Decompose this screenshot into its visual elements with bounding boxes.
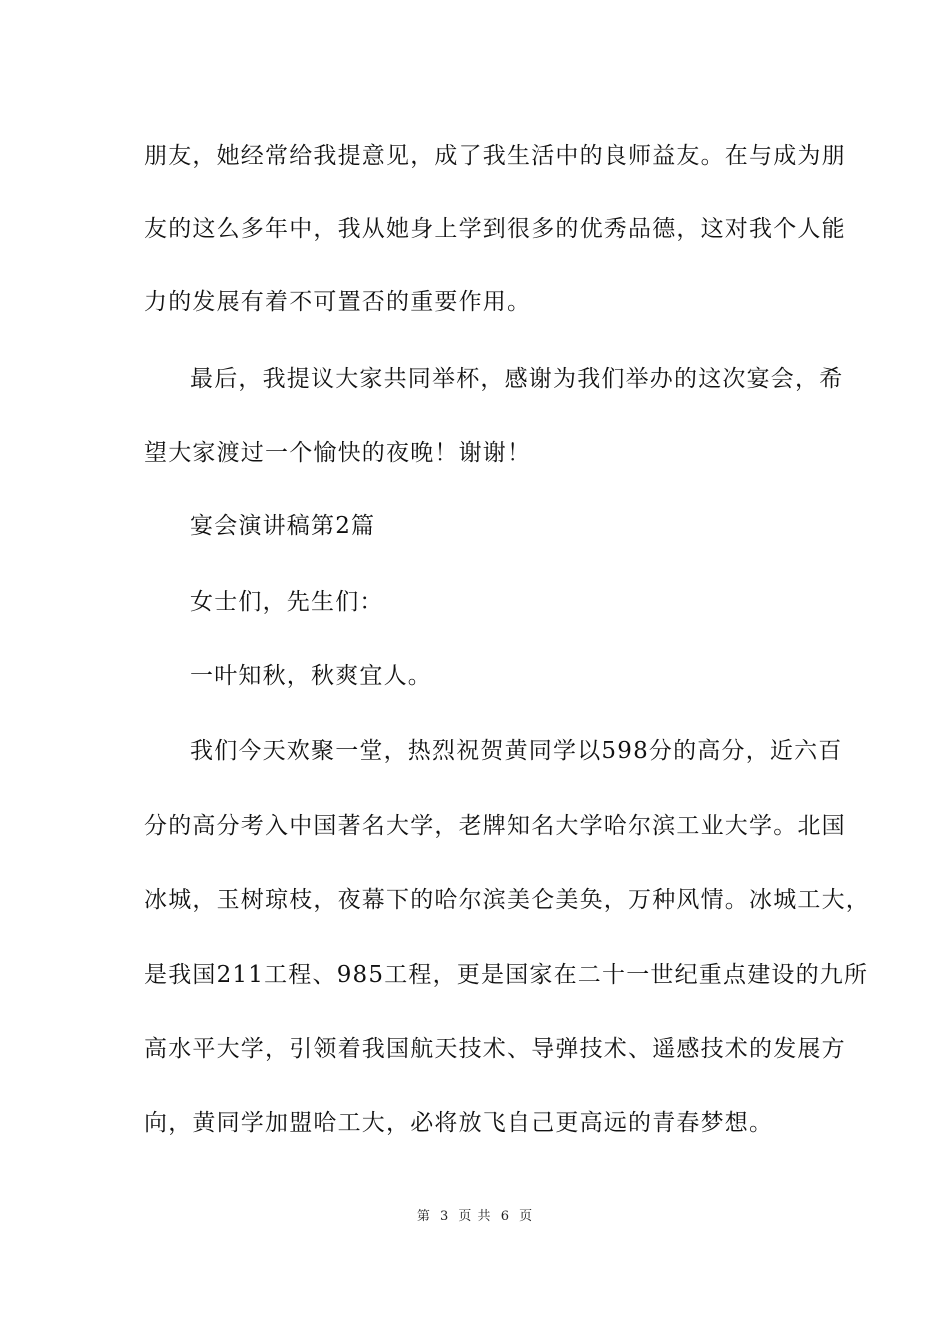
footer-prefix: 第 <box>416 1209 431 1224</box>
footer-suffix: 页 <box>519 1209 534 1224</box>
paragraph-3-line-3: 冰城，玉树琼枝，夜幕下的哈尔滨美仑美奂，万种风情。冰城工大， <box>144 887 870 913</box>
paragraph-1-line-3: 力的发展有着不可置否的重要作用。 <box>144 289 532 315</box>
paragraph-3-line-6: 向，黄同学加盟哈工大，必将放飞自己更高远的青春梦想。 <box>144 1110 774 1136</box>
paragraph-2-line-1: 最后，我提议大家共同举杯，感谢为我们举办的这次宴会，希 <box>190 366 844 392</box>
paragraph-1-line-2: 友的这么多年中，我从她身上学到很多的优秀品德，这对我个人能 <box>144 216 846 242</box>
paragraph-2-line-2: 望大家渡过一个愉快的夜晚！谢谢！ <box>144 440 532 466</box>
page-footer <box>0 1208 950 1226</box>
paragraph-3-line-2: 分的高分考入中国著名大学，老牌知名大学哈尔滨工业大学。北国 <box>144 813 846 839</box>
greeting: 女士们，先生们： <box>190 589 384 615</box>
paragraph-3-line-4: 是我国211工程、985工程，更是国家在二十一世纪重点建设的九所 <box>144 962 869 988</box>
paragraph-3-line-5: 高水平大学，引领着我国航天技术、导弹技术、遥感技术的发展方 <box>144 1036 846 1062</box>
opening-line: 一叶知秋，秋爽宜人。 <box>190 663 432 689</box>
footer-middle: 页 共 <box>458 1209 492 1224</box>
section-title: 宴会演讲稿第2篇 <box>190 513 376 539</box>
paragraph-3-line-1: 我们今天欢聚一堂，热烈祝贺黄同学以598分的高分，近六百 <box>190 738 843 764</box>
footer-current-page: 3 <box>440 1209 450 1224</box>
footer-total-pages: 6 <box>500 1209 510 1224</box>
paragraph-1-line-1: 朋友，她经常给我提意见，成了我生活中的良师益友。在与成为朋 <box>144 143 846 169</box>
